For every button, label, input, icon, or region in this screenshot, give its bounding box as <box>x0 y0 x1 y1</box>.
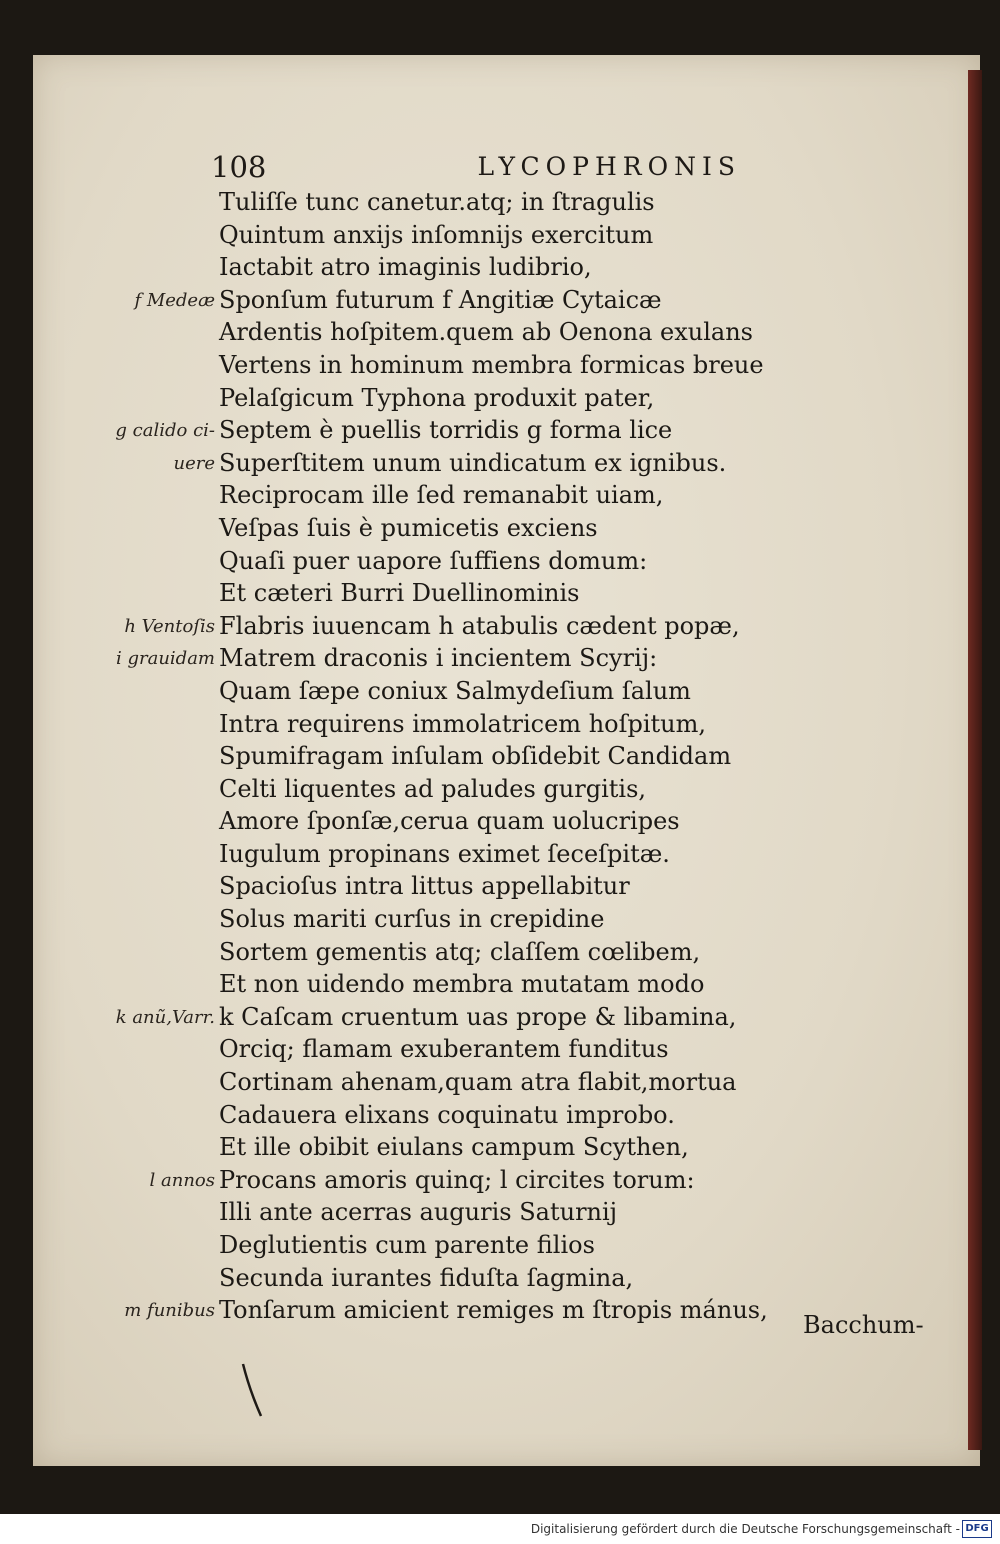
verse-line: Sponſum futurum f Angitiæ Cytaicæ <box>219 285 662 314</box>
verse-line: Intra requirens immolatricem hoſpitum, <box>219 709 707 738</box>
verse-line: Cortinam ahenam,quam atra flabit,mortua <box>219 1068 737 1097</box>
margin-gloss: h Ventoſis <box>124 615 215 637</box>
verse-line: Spumifragam inſulam obſidebit Candidam <box>219 742 732 771</box>
running-title: LYCOPHRONIS <box>477 152 741 181</box>
verse-line: Quintum anxijs inſomnijs exercitum <box>219 220 654 249</box>
verse-line: Illi ante acerras auguris Saturnij <box>219 1198 618 1227</box>
margin-gloss: k anũ,Varr. <box>115 1007 215 1028</box>
page-edge <box>968 70 982 1450</box>
verse-line: Procans amoris quinq; l circites torum: <box>219 1165 695 1194</box>
verse-line: Amore ſponſæ,cerua quam uolucripes <box>219 807 680 836</box>
verse-line: Superſtitem unum uindicatum ex ignibus. <box>219 448 727 477</box>
verse-line: Et ille obibit eiulans campum Scythen, <box>219 1133 689 1162</box>
digitization-footer <box>0 1514 1000 1544</box>
verse-line: Quam ſæpe coniux Salmydeſium ſalum <box>219 676 691 705</box>
verse-line: Flabris iuuencam h atabulis cædent popæ, <box>219 611 740 640</box>
verse-line: Quaſi puer uapore ſuffiens domum: <box>219 546 648 575</box>
verse-line: Orciq; flamam exuberantem funditus <box>219 1035 669 1064</box>
margin-gloss: m funibus <box>124 1300 215 1322</box>
verse-line: Veſpas ſuis è pumicetis exciens <box>219 513 598 542</box>
verse-line: Deglutientis cum parente filios <box>219 1231 595 1259</box>
margin-gloss: uere <box>173 452 215 474</box>
verse-line: Et non uidendo membra mutatam modo <box>219 970 705 999</box>
margin-gloss: l annos <box>149 1170 215 1191</box>
verse-line: Pelaſgicum Typhona produxit pater, <box>219 383 655 412</box>
verse-line: Reciprocam ille ſed remanabit uiam, <box>219 481 664 510</box>
verse-line: Sortem gementis atq; claſſem cœlibem, <box>219 937 701 966</box>
verse-line: Vertens in hominum membra formicas breue <box>219 350 764 379</box>
verse-line: Et cæteri Burri Duellinominis <box>219 579 580 608</box>
verse-line: Tuliſſe tunc canetur.atq; in ſtragulis <box>219 188 655 216</box>
catchword: Bacchum- <box>803 1311 924 1339</box>
verse-line: k Caſcam cruentum uas prope & libamina, <box>219 1002 737 1031</box>
margin-gloss: g calido ci- <box>115 420 215 442</box>
verse-line: Tonſarum amicient remiges m ſtropis mánus, <box>219 1296 768 1325</box>
verse-line: Iugulum propinans eximet ſeceſpitæ. <box>219 839 670 868</box>
verse-line: Secunda iurantes fiduſta ſagmina, <box>219 1263 634 1292</box>
verse-line: Ardentis hoſpitem.quem ab Oenona exulans <box>219 318 753 347</box>
verse-line: Spacioſus intra littus appellabitur <box>219 872 630 901</box>
running-head <box>211 150 741 190</box>
dfg-logo: DFG <box>962 1520 992 1538</box>
verse-line: Septem è puellis torridis g forma lice <box>219 416 673 445</box>
page-number: 108 <box>211 150 267 184</box>
margin-gloss: i grauidam <box>115 648 215 670</box>
footer-credit: Digitalisierung gefördert durch die Deutsche Forschungsgemeinschaft - <box>530 1522 960 1536</box>
verse-line: Cadauera elixans coquinatu improbo. <box>219 1100 675 1129</box>
verse-line: Celti liquentes ad paludes gurgitis, <box>219 774 647 803</box>
ink-stroke-mark <box>237 1360 267 1420</box>
verse-text <box>219 186 779 1327</box>
verse-line: Matrem draconis i incientem Scyrij: <box>219 644 658 673</box>
margin-gloss: f Medeæ <box>134 289 215 311</box>
verse-line: Iactabit atro imaginis ludibrio, <box>219 253 592 282</box>
verse-line: Solus mariti curſus in crepidine <box>219 905 605 934</box>
